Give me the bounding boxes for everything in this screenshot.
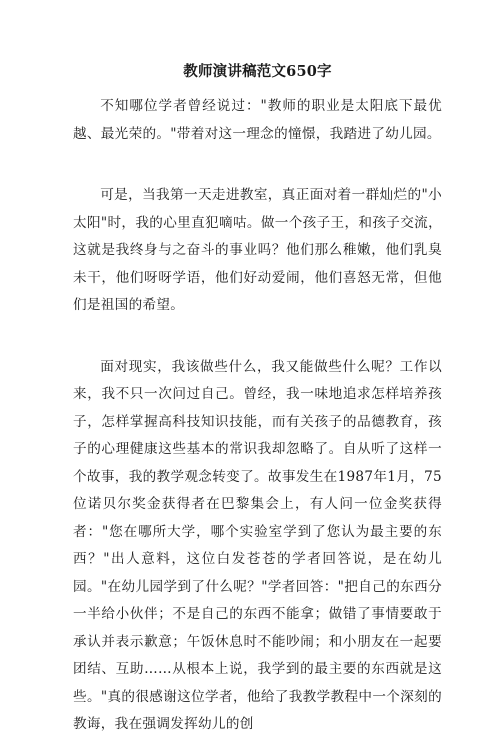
- paragraph-3: 面对现实，我该做些什么，我又能做些什么呢？工作以来，我不只一次问过自己。曾经，我一味地追求怎样培养孩子，怎样掌握高科技知识技能，而有关孩子的品德教育，孩子的心理健康这些基本的常识我却忽略了。自从听了这样一个故事，我的教学观念转变了。故事发生在1987年1月，75位诺贝尔奖金获得者在巴黎集会上，有人问一位金奖获得者："您在哪所大学，哪个实验室学到了您认为最主要的东西？"出人意料，这位白发苍苍的学者回答说，是在幼儿园。"在幼儿园学到了什么呢？"学者回答："把自己的东西分一半给小伙伴；不是自己的东西不能拿；做错了事情要敢于承认并表示歉意；午饭休息时不能吵闹；和小朋友在一起要团结、互助……从根本上说，我学到的最主要的东西就是这些。"真的很感谢这位学者，他给了我教学教程中一个深刻的教诲，我在强调发挥幼儿的创: [73, 358, 442, 732]
- paragraph-spacer: [73, 320, 442, 354]
- paragraph-1: 不知哪位学者曾经说过："教师的职业是太阳底下最优越、最光荣的。"带着对这一理念的憧憬，我踏进了幼儿园。: [73, 98, 442, 142]
- paragraph-spacer: [73, 148, 442, 182]
- paragraph-2: 可是，当我第一天走进教室，真正面对着一群灿烂的"小太阳"时，我的心里直犯嘀咕。做一个孩子王，和孩子交流，这就是我终身与之奋斗的事业吗？他们那么稚嫩，他们乳臭未干，他们呀呀学语，他们好动爱闹，他们喜怒无常，但他们是祖国的希望。: [73, 187, 442, 313]
- document-title: 教师演讲稿范文650字: [183, 63, 332, 80]
